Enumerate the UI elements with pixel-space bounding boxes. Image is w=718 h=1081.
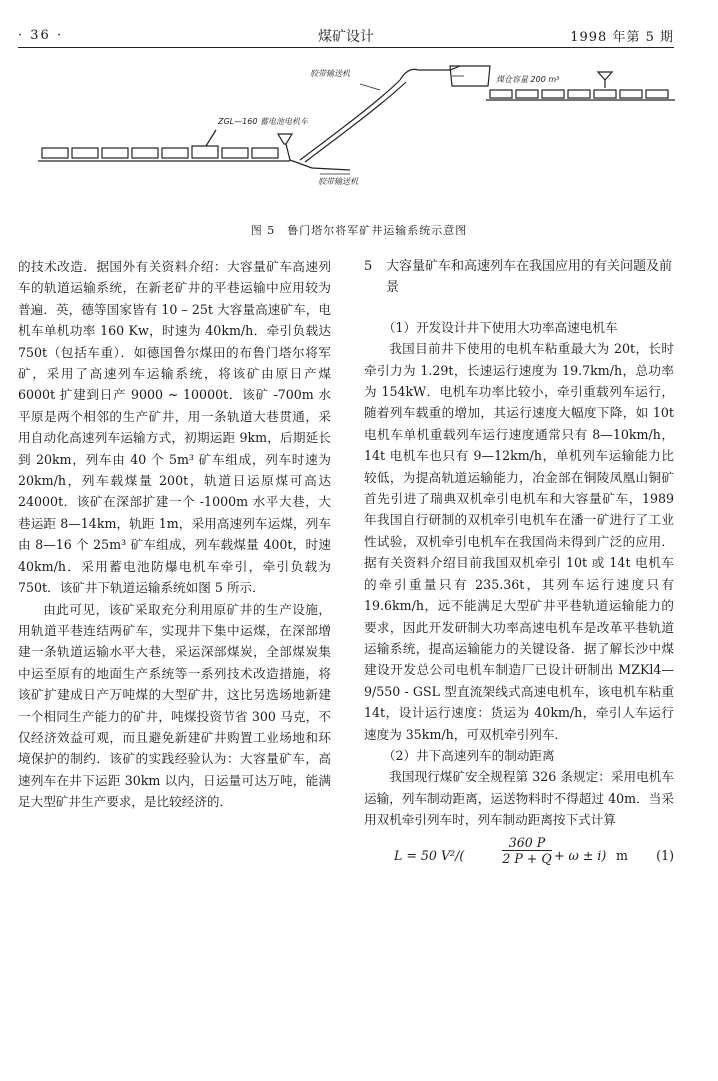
formula-unit: m — [616, 847, 628, 863]
formula-denominator: 2 P + Q — [502, 850, 552, 866]
right-column — [364, 256, 674, 867]
journal-title: 煤矿设计 — [318, 29, 374, 45]
section-title: 大容量矿车和高速列车在我国应用的有关问题及前景 — [386, 259, 673, 296]
label-conveyor-top: 胶带输送机 — [310, 69, 350, 78]
mine-car — [252, 148, 278, 158]
mine-car — [102, 148, 128, 158]
mine-car — [132, 148, 158, 158]
formula-lhs: L = 50 V²/( — [394, 847, 465, 863]
header-rule — [18, 47, 674, 48]
mine-car — [42, 148, 68, 158]
surface-car — [620, 90, 642, 98]
mine-car — [222, 148, 248, 158]
section-number: 5 — [364, 259, 373, 274]
label-bunker: 煤仓容量 200 m³ — [496, 75, 560, 84]
surface-car — [568, 90, 590, 98]
paragraph: 的技术改造．据国外有关资料介绍：大容量矿车高速列车的轨道运输系统，在新老矿井的平巷运输中应用较为普遍．英，德等国家皆有 10 – 25t 大容量高速矿车，电机车单机功率 160 Kw，时速为 40km/h．牵引负载达 750t（包括车重）．如德国鲁尔煤田的布鲁门塔尔将军矿，采用了高速列车运输系统，将该矿由原日产煤 6000t 扩建到日产 9000 ~ 10000t．该矿 -700m 水平原是两个相邻的生产矿井，用一条轨道大巷贯通，采用自动化高速列车运输方式，初期运距 9km，后期延长到 20km，列车由 40 个 5m³ 矿车组成，列车时速为 20km/h，列车载煤量 200t，轨道日运原煤可高达 24000t．该矿在深部扩建一个 -1000m 水平大巷，大巷运距 8—14km，轨距 1m，采用高速列车运煤，列车由 8—16 个 25m³ 矿车组成，列车载煤量 400t，时速 40km/h．采用蓄电池防爆电机车牵引，牵引负载为 750t．该矿井下轨道运输系统如图 5 所示． — [18, 259, 331, 596]
formula-fraction — [502, 835, 552, 866]
paragraph: 我国现行煤矿安全规程第 326 条规定：采用电机车运输，列车制动距离，运送物料时不得超过 40m．当采用双机牵引列车时，列车制动距离按下式计算 — [364, 769, 674, 828]
formula-1 — [364, 834, 674, 867]
figure-5 — [20, 60, 680, 210]
mine-car — [72, 148, 98, 158]
paragraph: 我国目前井下使用的电机车粘重最大为 20t，长时牵引力为 1.29t，长速运行速度为 19.7km/h，总功率为 154kW．电机车功率比较小，牵引重载列车运行，随着列车载重的增加，其运行速度大幅度下降，如 10t 电机车单机重载列车运行速度通常只有 8—10km/h，14t 电机车也只有 9—12km/h，单机列车运输能力比较低，为提高轨道运输能力，冶金部在铜陵凤凰山铜矿首先引进了瑞典双机牵引电机车和大容量矿车，1989 年我国自行研制的双机牵引电机车在潘一矿进行了工业性试验，双机牵引电机车在我国尚未得到广泛的应用．据有关资料介绍目前我国双机牵引 10t 或 14t 电机车的牵引重量只有 235.36t，其列车运行速度只有 19.6km/h，远不能满足大型矿井平巷轨道运输能力的要求，因此开发研制大功率高速电机车是改革平巷轨道运输系统，提高运输能力的关键设备．据了解长沙中煤建设开发总公司电机车制造厂已设计研制出 MZKl4—9/550 - GSL 型直流架线式高速电机车，该电机车粘重 14t，设计运行速度：货运为 40km/h，牵引人车运行速度为 35km/h，可双机牵引列车． — [364, 341, 674, 742]
mine-car — [162, 148, 188, 158]
formula-numerator: 360 P — [502, 835, 552, 851]
paragraph: 由此可见，该矿采取充分利用原矿井的生产设施，用轨道平巷连结两矿车，实现井下集中运煤，在深部增建一条轨道运输水平大巷，采运深部煤炭，全部煤炭集中运至原有的地面生产系统等一系列技术改造措施，将该矿扩建成日产万吨煤的大型矿井，这比另选场地新建一个相同生产能力的矿井，吨煤投资节省 300 马克，不仅经济效益可观，而且避免新建矿井购置工业场地和环境保护的制约．该矿的实践经验认为：大容量矿车，高速列车在井下运距 30km 以内，日运量可达万吨，能满足大型矿井生产要求，是比较经济的． — [18, 601, 331, 810]
surface-car — [542, 90, 564, 98]
figure-caption: 图 5 鲁门塔尔将军矿井运输系统示意图 — [250, 224, 468, 237]
label-conveyor-bottom: 胶带输送机 — [318, 177, 358, 186]
left-column — [18, 256, 331, 813]
label-locomotive: ZGL—160 蓄电池电机车 — [218, 117, 308, 126]
page-header — [18, 26, 674, 46]
subsection-title: （2）井下高速列车的制动距离 — [382, 747, 555, 763]
surface-car — [646, 90, 668, 98]
formula-rhs: + ω ± i) — [554, 847, 607, 863]
page-number: · 36 · — [18, 28, 64, 43]
transport-system-diagram — [20, 60, 680, 210]
subsection-title: （1）开发设计井下使用大功率高速电机车 — [382, 319, 618, 335]
surface-car — [516, 90, 538, 98]
surface-car — [490, 90, 512, 98]
equation-number: (1) — [656, 847, 674, 863]
surface-car — [594, 90, 616, 98]
issue-label: 1998 年第 5 期 — [570, 30, 674, 45]
locomotive-icon — [192, 146, 218, 158]
section-heading — [364, 256, 674, 299]
